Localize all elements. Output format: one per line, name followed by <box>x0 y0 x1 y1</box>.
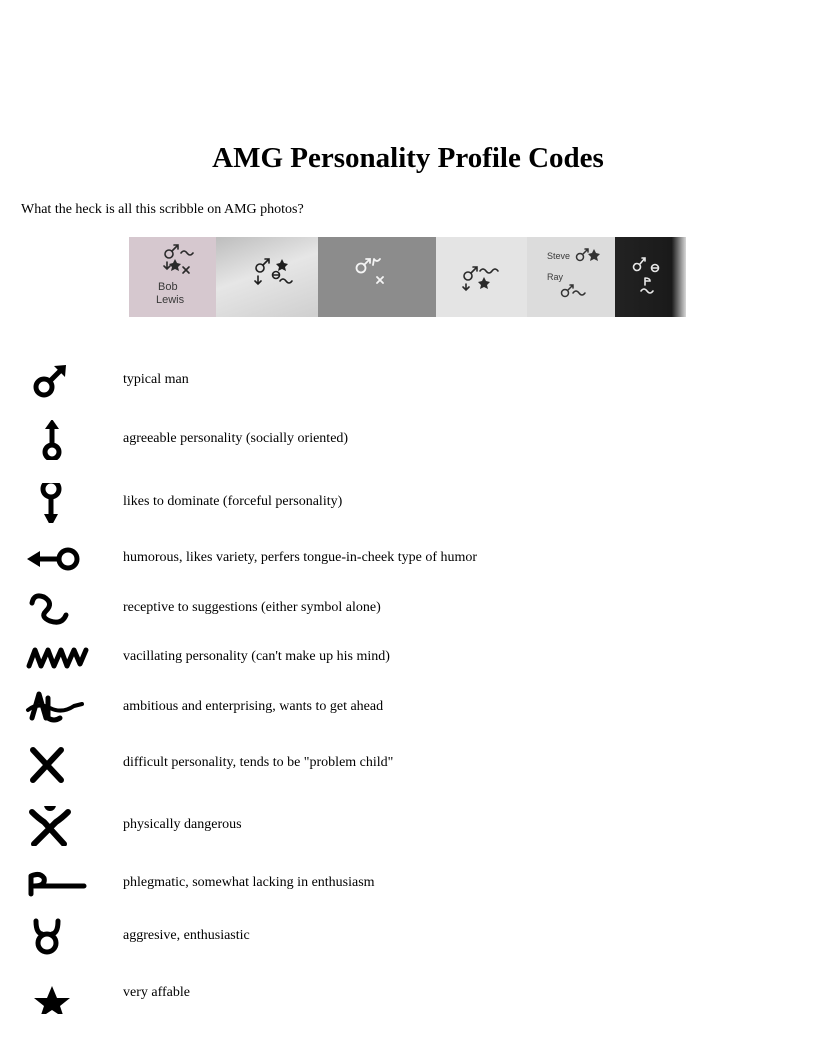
legend-text: physically dangerous <box>123 817 242 832</box>
vacillating-icon <box>24 638 90 678</box>
photo-name-line: Lewis <box>156 294 185 306</box>
ambitious-icon <box>24 688 90 728</box>
legend-row <box>0 806 816 846</box>
legend-row <box>0 688 816 728</box>
legend-text: difficult personality, tends to be "problem child" <box>123 755 394 770</box>
dangerous-icon <box>24 806 90 846</box>
photo-4 <box>436 237 527 317</box>
legend-row <box>0 744 816 784</box>
difficult-icon <box>24 744 90 784</box>
humorous-icon <box>24 539 90 579</box>
legend-row <box>0 420 816 460</box>
legend-row <box>0 638 816 678</box>
dominate-icon <box>24 483 90 523</box>
photo-steve-ray <box>527 237 615 317</box>
legend-row <box>0 589 816 629</box>
page-title: AMG Personality Profile Codes <box>212 142 604 174</box>
affable-icon <box>24 974 90 1014</box>
legend-text: aggresive, enthusiastic <box>123 928 250 943</box>
legend-text: humorous, likes variety, perfers tongue-in-cheek type of humor <box>123 550 478 565</box>
legend-text: phlegmatic, somewhat lacking in enthusiasm <box>123 875 375 890</box>
legend-row <box>0 864 816 904</box>
legend-text: agreeable personality (socially oriented) <box>123 431 349 446</box>
photo-bob-lewis <box>129 237 216 317</box>
legend-row <box>0 483 816 523</box>
photo-name-line: Steve <box>547 251 571 261</box>
legend-text: ambitious and enterprising, wants to get ahead <box>123 699 384 714</box>
photo-strip <box>129 237 686 317</box>
receptive-icon <box>24 589 90 629</box>
legend-text: very affable <box>123 985 190 1000</box>
legend-row <box>0 539 816 579</box>
legend-text: likes to dominate (forceful personality) <box>123 494 343 509</box>
agreeable-icon <box>24 420 90 460</box>
aggressive-icon <box>24 917 90 957</box>
legend-row <box>0 974 816 1014</box>
legend-text: typical man <box>123 372 189 387</box>
photo-6 <box>615 237 686 317</box>
legend-row <box>0 361 816 401</box>
photo-2 <box>216 237 318 317</box>
intro-text: What the heck is all this scribble on AMG photos? <box>21 202 304 217</box>
photo-name-line: Ray <box>547 272 564 282</box>
legend-text: vacillating personality (can't make up his mind) <box>123 649 390 664</box>
photo-3 <box>318 237 436 317</box>
legend-row <box>0 917 816 957</box>
legend-text: receptive to suggestions (either symbol alone) <box>123 600 381 615</box>
typical-man-icon <box>24 361 90 401</box>
phlegmatic-icon <box>24 864 90 904</box>
photo-name-line: Bob <box>158 281 178 293</box>
